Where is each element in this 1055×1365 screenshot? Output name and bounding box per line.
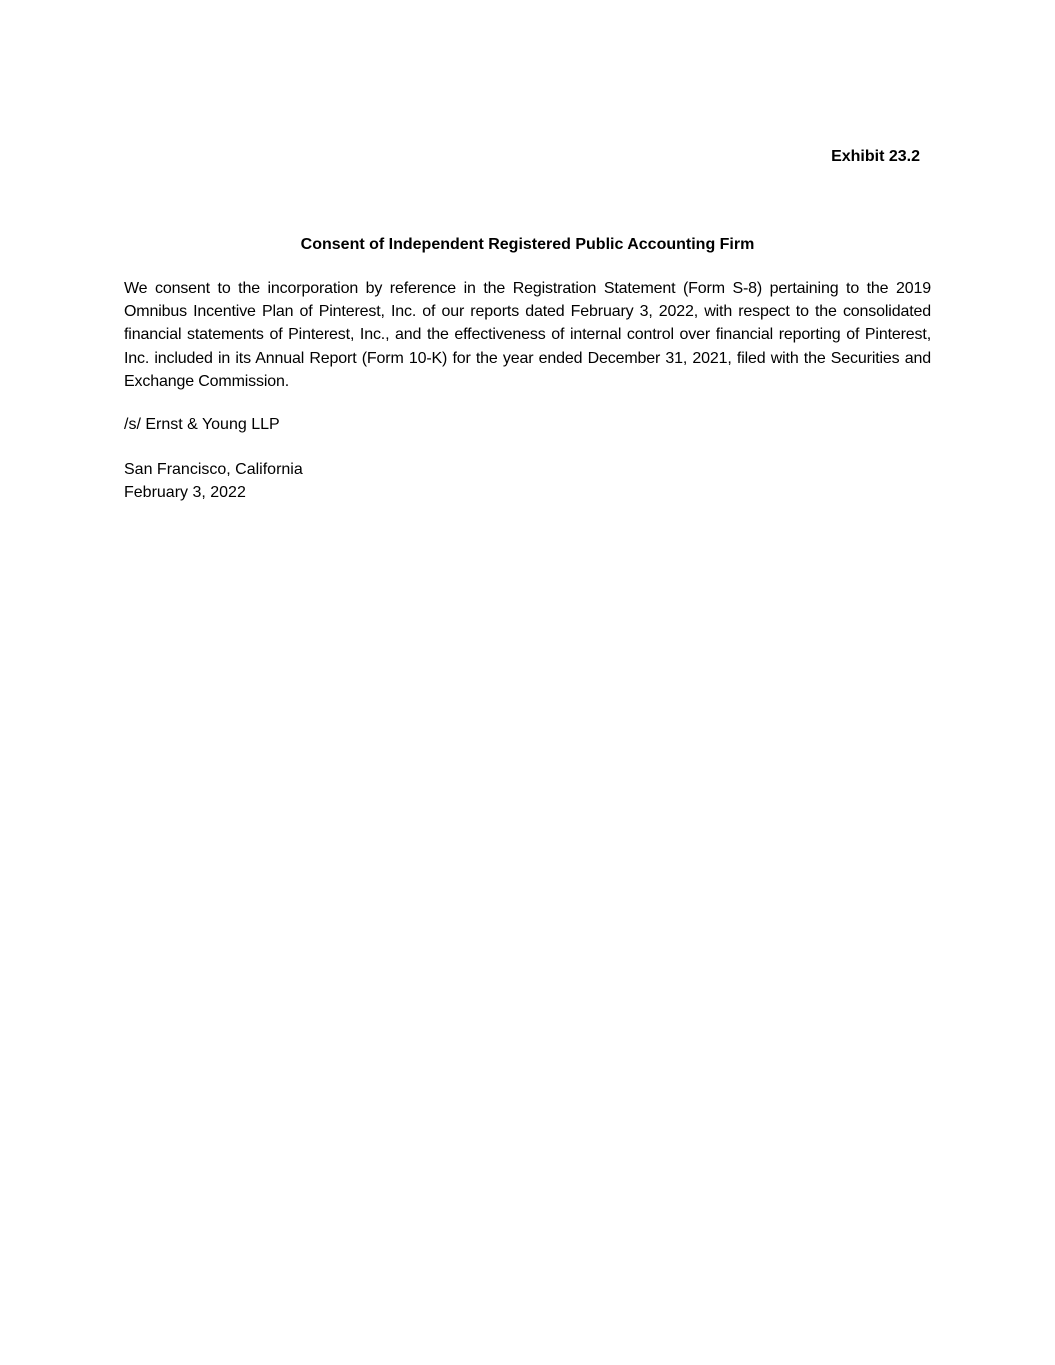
- document-title: Consent of Independent Registered Public Accounting Firm: [300, 236, 755, 253]
- signing-date: February 3, 2022: [124, 484, 246, 501]
- signing-location: San Francisco, California: [124, 461, 303, 478]
- signature-line: /s/ Ernst & Young LLP: [124, 416, 280, 433]
- exhibit-label: Exhibit 23.2: [831, 148, 920, 165]
- consent-paragraph: We consent to the incorporation by reference in the Registration Statement (Form S-8) pertaining to the 2019 Omnibus Incentive Plan of Pinterest, Inc. of our reports dated February 3, 2022, with respect to the consolidated financial statements of Pinterest, Inc., and the effectiveness of internal control over financial reporting of Pinterest, Inc. included in its Annual Report (Form 10-K) for the year ended December 31, 2021, filed with the Securities and Exchange Commission.: [124, 280, 931, 390]
